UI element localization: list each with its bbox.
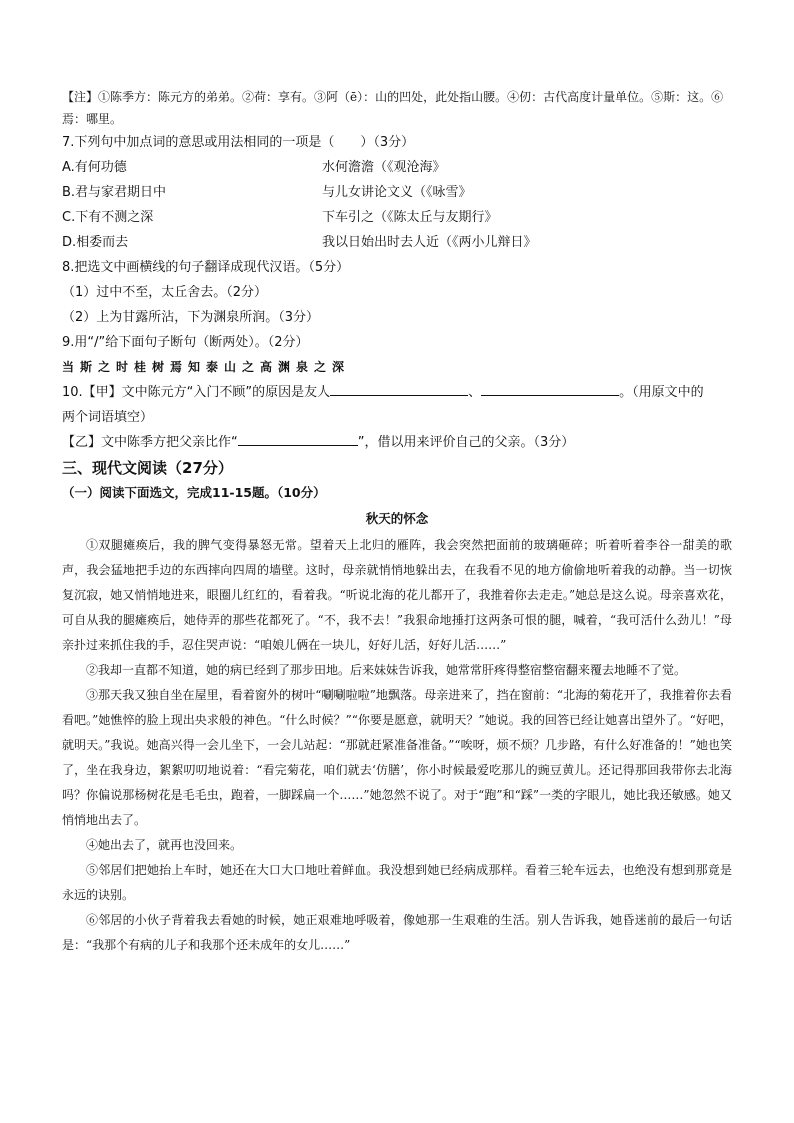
q9-stem: 9.用“/”给下面句子断句（断两处）。（2分） [62,335,309,350]
passage-paragraph-5: ⑤邻居们把她抬上车时，她还在大口大口地吐着鲜血。我没想到她已经病成那样。看着三轮车远去，也绝没有想到那竟是永远的诀别。 [62,863,732,902]
q10-line-2: 两个词语填空） [62,410,154,425]
passage-paragraph-4: ④她出去了，就再也没回来。 [86,838,243,852]
annotation-note: 【注】①陈季方：陈元方的弟弟。②荷：享有。③阿（ē）：山的凹处，此处指山腰。④仞：古代高度计量单位。⑤斯：这。⑥焉：哪里。 [62,90,724,126]
question-7 [62,130,732,255]
q7-option-b: B.君与家君期日中 与儿女讲论文义（《咏雪》 [62,185,472,200]
q10-line-3: 【乙】文中陈季方把父亲比作“ ”，借以用来评价自己的父亲。（3分） [62,430,732,455]
q10-line-1: 10.【甲】文中陈元方“入门不顾”的原因是友人 、 。（用原文中的 [62,380,732,405]
passage-paragraph-2: ②我却一直都不知道，她的病已经到了那步田地。后来妹妹告诉我，她常常肝疼得整宿整宿翻来覆去地睡不了觉。 [86,663,687,677]
subsection-heading: （一）阅读下面选文，完成11-15题。（10分） [62,485,326,500]
document-page [62,86,732,958]
q7-stem: 7.下列句中加点词的意思或用法相同的一项是（ ）（3分） [62,135,415,150]
q8-item-1: （1）过中不至，太丘舍去。（2分） [62,285,268,300]
q8-item-2: （2）上为甘露所沾，下为渊泉所润。（3分） [62,310,320,325]
passage-paragraph-1: ①双腿瘫痪后，我的脾气变得暴怒无常。望着天上北归的雁阵，我会突然把面前的玻璃砸碎；听着听着李谷一甜美的歌声，我会猛地把手边的东西摔向四周的墙壁。这时，母亲就悄悄地躲出去，在我看不见的地方偷偷地听着我的动静。当一切恢复沉寂，她又悄悄地进来，眼圈儿红红的，看着我。“听说北海的花儿都开了，我推着你去走走。”她总是这么说。母亲喜欢花，可自从我的腿瘫痪后，她侍弄的那些花都死了。“不，我不去！”我狠命地捶打这两条可恨的腿，喊着，“我可活什么劲儿！”母亲扑过来抓住我的手，忍住哭声说：“咱娘儿俩在一块儿，好好儿活，好好儿活……” [62,538,732,652]
passage-paragraph-6: ⑥邻居的小伙子背着我去看她的时候，她正艰难地呼吸着，像她那一生艰难的生活。别人告诉我，她昏迷前的最后一句话是：“我那个有病的儿子和我那个还未成年的女儿……” [62,913,732,952]
q8-stem: 8.把选文中画横线的句子翻译成现代汉语。（5分） [62,260,350,275]
q7-option-a: A.有何功德 水何澹澹（《观沧海》 [62,160,446,175]
answer-blank-3[interactable] [238,431,358,446]
q7-option-c: C.下有不测之深 下车引之（《陈太丘与友期行》 [62,210,498,225]
question-9 [62,330,732,380]
question-8 [62,255,732,330]
q9-sentence: 当斯之时桂树焉知泰山之高渊泉之深 [62,360,351,374]
q7-option-d: D.相委而去 我以日始出时去人近（《两小儿辩日》 [62,235,537,250]
question-10 [62,380,732,455]
section-3 [62,455,732,958]
answer-blank-2[interactable] [481,381,619,396]
passage-paragraph-3: ③那天我又独自坐在屋里，看着窗外的树叶“唰唰啦啦”地飘落。母亲进来了，挡在窗前：“北海的菊花开了，我推着你去看看吧。”她憔悴的脸上现出央求般的神色。“什么时候？”“你要是愿意，就明天？”她说。我的回答已经让她喜出望外了。“好吧，就明天。”我说。她高兴得一会儿坐下，一会儿站起：“那就赶紧准备准备。”“唉呀，烦不烦？几步路，有什么好准备的！”她也笑了，坐在我身边，絮絮叨叨地说着：“看完菊花，咱们就去‘仿膳’，你小时候最爱吃那儿的豌豆黄儿。还记得那回我带你去北海吗？你偏说那杨树花是毛毛虫，跑着，一脚踩扁一个……”她忽然不说了。对于“跑”和“踩”一类的字眼儿，她比我还敏感。她又悄悄地出去了。 [62,688,732,827]
answer-blank-1[interactable] [330,381,468,396]
passage-title: 秋天的怀念 [365,511,429,526]
section-heading: 三、现代文阅读（27分） [62,459,233,477]
